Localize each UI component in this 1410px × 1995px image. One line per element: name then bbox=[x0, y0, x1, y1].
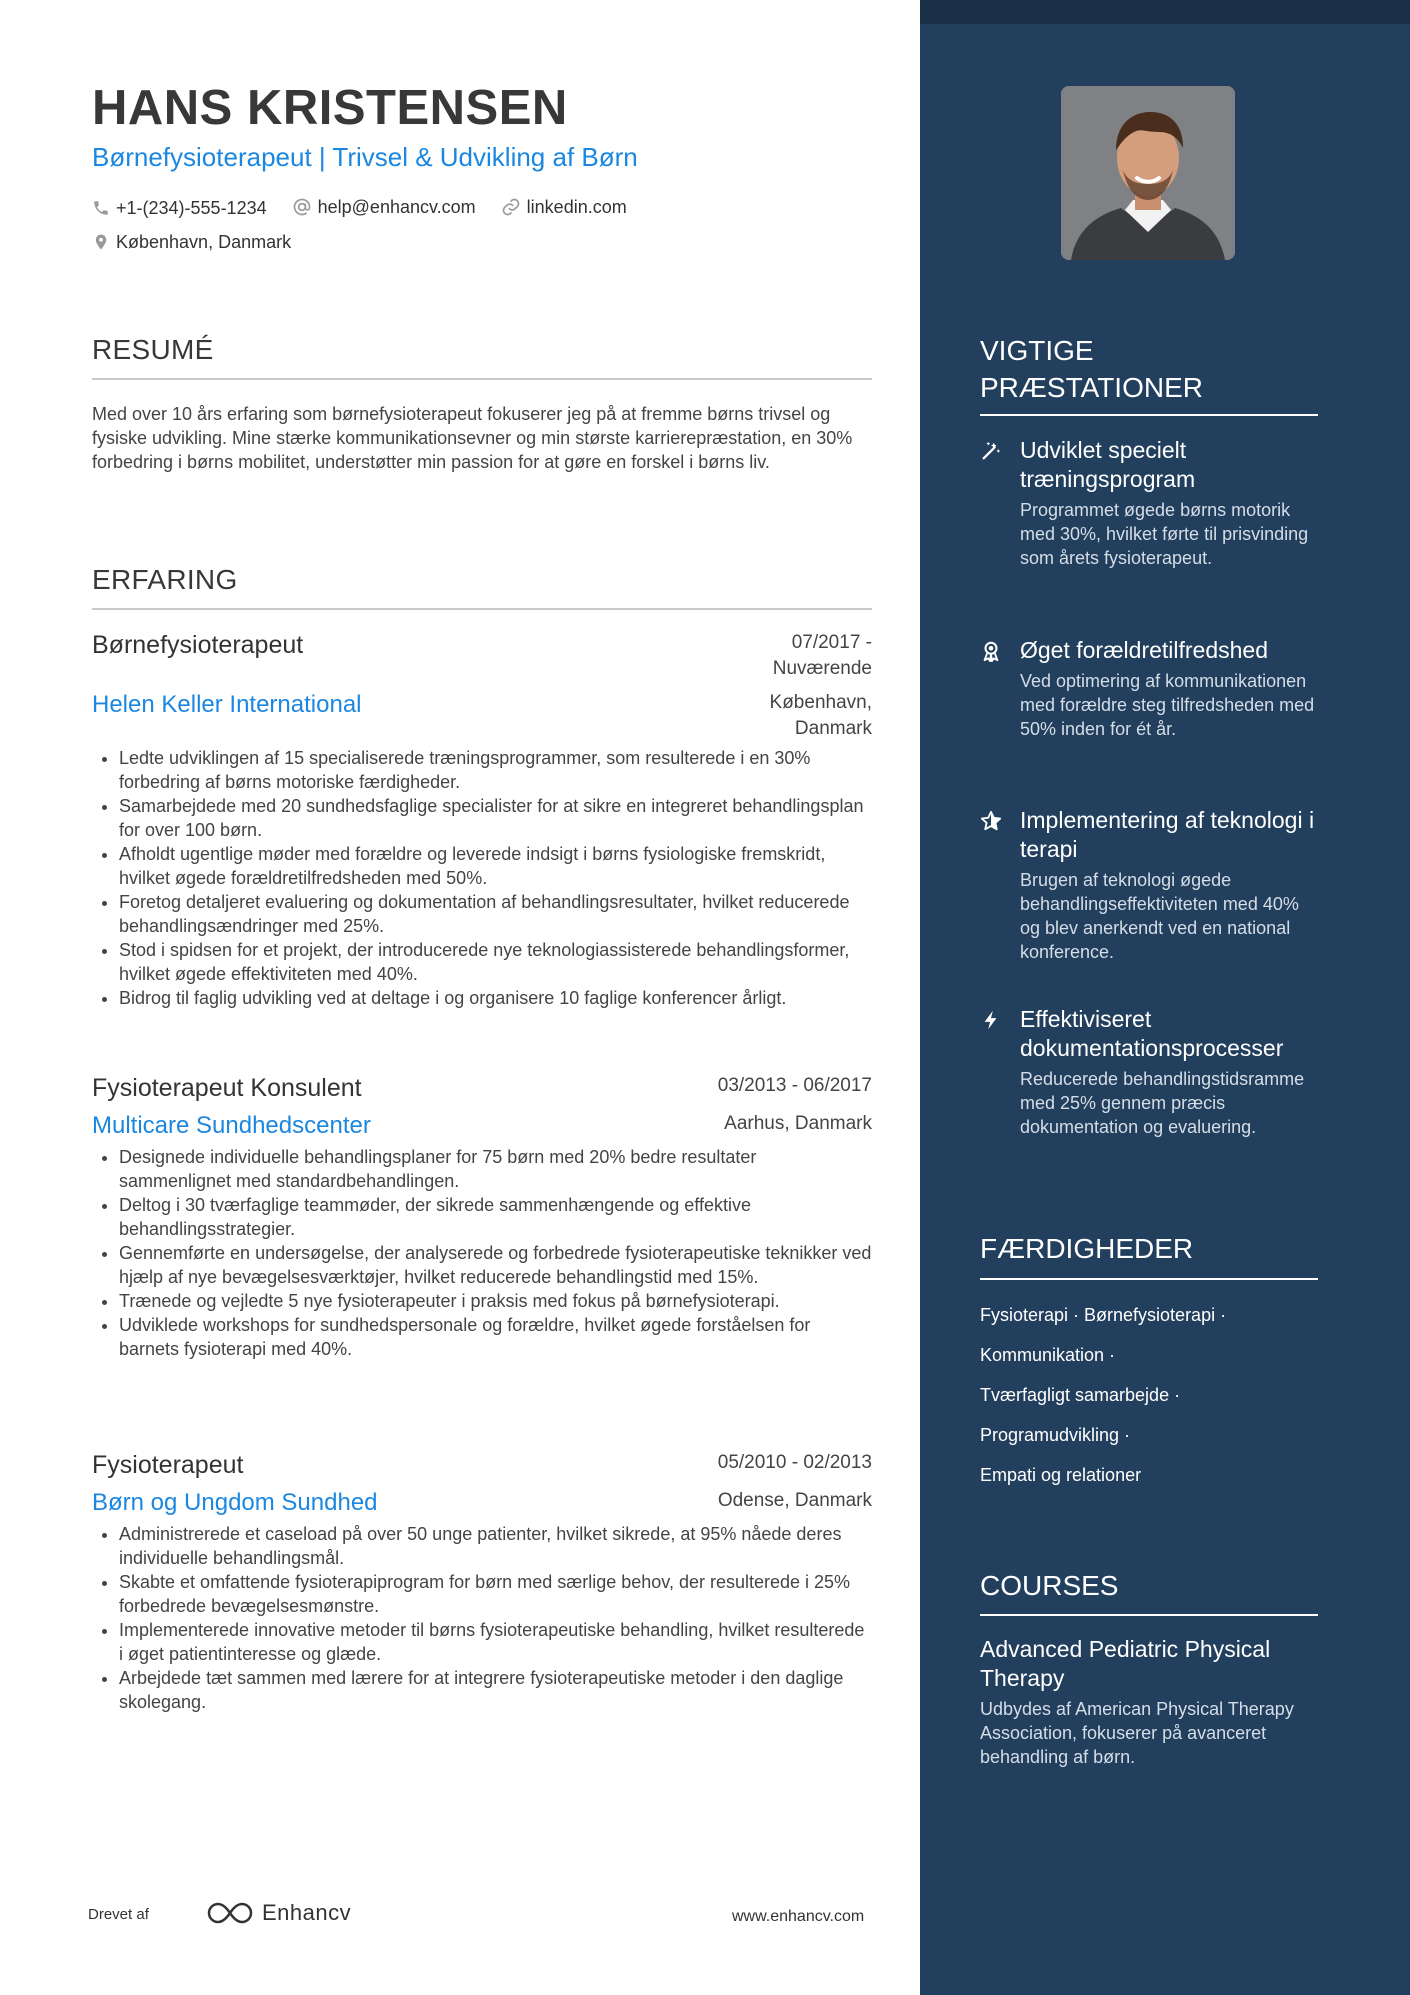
footer-url[interactable]: www.enhancv.com bbox=[732, 1908, 865, 1925]
skill-line: Empati og relationer bbox=[980, 1465, 1142, 1485]
achievements-heading-line1: VIGTIGE bbox=[980, 335, 1094, 366]
email-contact[interactable] bbox=[292, 196, 476, 218]
bullet-item: • Administrerede et caseload på over 50 unge patienter, hvilket sikrede, at 95% nåede deres individuelle behandlingsmål. bbox=[119, 1522, 872, 1570]
bullet-item: • Ledte udviklingen af 15 specialiserede træningsprogrammer, som resulterede i en 30% forbedring af børns motoriske færdigheder. bbox=[119, 746, 872, 794]
achievement-title: Implementering af teknologi i terapi bbox=[1020, 807, 1315, 862]
bullet-item: • Trænede og vejledte 5 nye fysioterapeuter i praksis med fokus på børnefysioterapi. bbox=[119, 1289, 872, 1313]
job-location-country: Danmark bbox=[794, 718, 872, 739]
job-dates: 05/2010 - 02/2013 bbox=[717, 1452, 872, 1473]
job-entry bbox=[92, 1073, 872, 1361]
bullet-item: • Arbejdede tæt sammen med lærere for at integrere fysioterapeutiske metoder i den daglige skolegang. bbox=[119, 1666, 872, 1714]
link-icon bbox=[501, 197, 521, 217]
skills-heading: FÆRDIGHEDER bbox=[980, 1233, 1194, 1264]
achievement-title: Øget forældretilfredshed bbox=[1020, 637, 1269, 663]
achievement-description: Brugen af teknologi øgede behandlingseffektiviteten med 40% og blev anerkendt ved en national konference. bbox=[1020, 870, 1299, 962]
job-title: Fysioterapeut bbox=[92, 1451, 244, 1479]
job-date-start: 07/2017 - bbox=[791, 632, 872, 653]
lightning-bolt-icon bbox=[980, 1009, 1002, 1031]
enhancv-infinity-icon bbox=[206, 1900, 254, 1926]
bullet-item: • Designede individuelle behandlingsplaner for 75 børn med 20% bedre resultater sammenlignet med standardbehandlingen. bbox=[119, 1145, 872, 1193]
skill-line: Programudvikling · bbox=[980, 1425, 1131, 1445]
job-title: Børnefysioterapeut bbox=[92, 631, 304, 659]
job-bullets bbox=[92, 746, 872, 1010]
achievement-description: Ved optimering af kommunikationen med forældre steg tilfredsheden med 50% inden for ét år. bbox=[1020, 671, 1315, 739]
location-text: København, Danmark bbox=[116, 231, 292, 252]
phone-contact[interactable] bbox=[92, 197, 267, 219]
sidebar bbox=[920, 0, 1410, 1995]
bullet-item: • Bidrog til faglig udvikling ved at deltage i og organisere 10 faglige konferencer årligt. bbox=[119, 986, 872, 1010]
skill-line: Tværfagligt samarbejde · bbox=[980, 1385, 1181, 1405]
company-name: Multicare Sundhedscenter bbox=[92, 1112, 371, 1139]
summary-text: Med over 10 års erfaring som børnefysioterapeut fokuserer jeg på at fremme børns trivsel og fysiske udvikling. Mine stærke kommunikationsevner og min største karrierepræstation, en 30% forbedring i børns mobilitet, understøtter min passion for at gøre en forskel i børns liv. bbox=[92, 404, 853, 472]
enhancv-logo[interactable] bbox=[206, 1900, 351, 1926]
company-name: Helen Keller International bbox=[92, 691, 362, 718]
at-icon bbox=[292, 197, 312, 217]
bullet-item: • Afholdt ugentlige møder med forældre og leverede indsigt i børns fysiologiske fremskridt, hvilket øgede forældretilfredsheden med 50%. bbox=[119, 842, 872, 890]
email-text: help@enhancv.com bbox=[317, 196, 476, 217]
experience-heading: ERFARING bbox=[92, 564, 238, 595]
brand-name: Enhancv bbox=[262, 1900, 352, 1925]
job-bullets bbox=[92, 1522, 872, 1714]
bullet-item: • Samarbejdede med 20 sundhedsfaglige specialister for at sikre en integreret behandlingsplan for over 100 børn. bbox=[119, 794, 872, 842]
job-title: Fysioterapeut Konsulent bbox=[92, 1074, 362, 1102]
courses-divider bbox=[980, 1614, 1318, 1616]
achievement-item bbox=[980, 1005, 1320, 1139]
job-location: Aarhus, Danmark bbox=[724, 1113, 872, 1134]
achievements-divider bbox=[980, 414, 1318, 416]
bullet-item: • Udviklede workshops for sundhedspersonale og forældre, hvilket øgede forståelsen for barnets fysioterapi med 40%. bbox=[119, 1313, 872, 1361]
job-entry bbox=[92, 630, 872, 1010]
achievement-description: Programmet øgede børns motorik med 30%, hvilket førte til prisvinding som årets fysioterapeut. bbox=[1020, 500, 1309, 568]
job-dates bbox=[732, 630, 872, 682]
phone-icon bbox=[92, 199, 110, 217]
linkedin-text: linkedin.com bbox=[526, 196, 627, 217]
candidate-name: HANS KRISTENSEN bbox=[92, 81, 568, 135]
magic-wand-icon bbox=[980, 440, 1002, 462]
job-dates: 03/2013 - 06/2017 bbox=[717, 1075, 872, 1096]
skills-divider bbox=[980, 1278, 1318, 1280]
linkedin-contact[interactable] bbox=[501, 196, 627, 218]
achievement-title: Effektiviseret dokumentationsprocesser bbox=[1020, 1006, 1284, 1061]
achievement-description: Reducerede behandlingstidsramme med 25% gennem præcis dokumentation og evaluering. bbox=[1020, 1069, 1305, 1137]
achievement-item bbox=[980, 636, 1320, 741]
job-date-end: Nuværende bbox=[772, 658, 872, 679]
achievement-item bbox=[980, 806, 1320, 964]
course-item bbox=[980, 1635, 1320, 1769]
phone-text: +1-(234)-555-1234 bbox=[116, 197, 267, 218]
headline: Børnefysioterapeut | Trivsel & Udvikling af Børn bbox=[92, 142, 638, 172]
company-name: Børn og Ungdom Sundhed bbox=[92, 1489, 378, 1516]
sidebar-top-bar bbox=[920, 0, 1410, 24]
experience-divider bbox=[92, 608, 872, 610]
job-entry bbox=[92, 1450, 872, 1714]
courses-heading: COURSES bbox=[980, 1570, 1119, 1601]
bullet-item: • Gennemførte en undersøgelse, der analyserede og forbedrede fysioterapeutiske teknikker ved hjælp af nye bevægelsesværktøjer, hvilket reducerede behandlingstid med 15%. bbox=[119, 1241, 872, 1289]
course-title: Advanced Pediatric Physical Therapy bbox=[980, 1636, 1271, 1691]
achievements-heading bbox=[980, 332, 1320, 406]
profile-photo bbox=[1061, 86, 1235, 260]
bullet-item: • Foretog detaljeret evaluering og dokumentation af behandlingsresultater, hvilket reducerede behandlingsændringer med 25%. bbox=[119, 890, 872, 938]
skill-line: Fysioterapi · Børnefysioterapi · bbox=[980, 1305, 1227, 1325]
bullet-item: • Implementerede innovative metoder til børns fysioterapeutiske behandling, hvilket resulterede i øget patientinteresse og glæde. bbox=[119, 1618, 872, 1666]
achievement-title: Udviklet specielt træningsprogram bbox=[1020, 437, 1196, 492]
location-contact bbox=[92, 231, 291, 253]
skill-line: Kommunikation · bbox=[980, 1345, 1116, 1365]
skills-list bbox=[980, 1295, 1320, 1495]
job-bullets bbox=[92, 1145, 872, 1361]
achievements-heading-line2: PRÆSTATIONER bbox=[980, 372, 1203, 403]
job-location-city: København, bbox=[769, 692, 872, 713]
contact-info bbox=[92, 196, 812, 265]
achievement-item bbox=[980, 436, 1320, 570]
location-pin-icon bbox=[92, 232, 110, 252]
summary-heading: RESUMÉ bbox=[92, 334, 214, 365]
award-ribbon-icon bbox=[980, 640, 1002, 662]
course-description: Udbydes af American Physical Therapy Association, fokuserer på avanceret behandling af børn. bbox=[980, 1699, 1294, 1767]
star-icon bbox=[980, 810, 1002, 832]
job-location: Odense, Danmark bbox=[717, 1490, 872, 1511]
powered-by-label: Drevet af bbox=[88, 1906, 149, 1923]
bullet-item: • Skabte et omfattende fysioterapiprogram for børn med særlige behov, der resulterede i 25% forbedrede bevægelsesmønstre. bbox=[119, 1570, 872, 1618]
bullet-item: • Stod i spidsen for et projekt, der introducerede nye teknologiassisterede behandlingsformer, hvilket øgede effektiviteten med 40%. bbox=[119, 938, 872, 986]
bullet-item: • Deltog i 30 tværfaglige teammøder, der sikrede sammenhængende og effektive behandlingsstrategier. bbox=[119, 1193, 872, 1241]
job-location bbox=[732, 690, 872, 742]
avatar-portrait-icon bbox=[1061, 86, 1235, 260]
summary-divider bbox=[92, 378, 872, 380]
